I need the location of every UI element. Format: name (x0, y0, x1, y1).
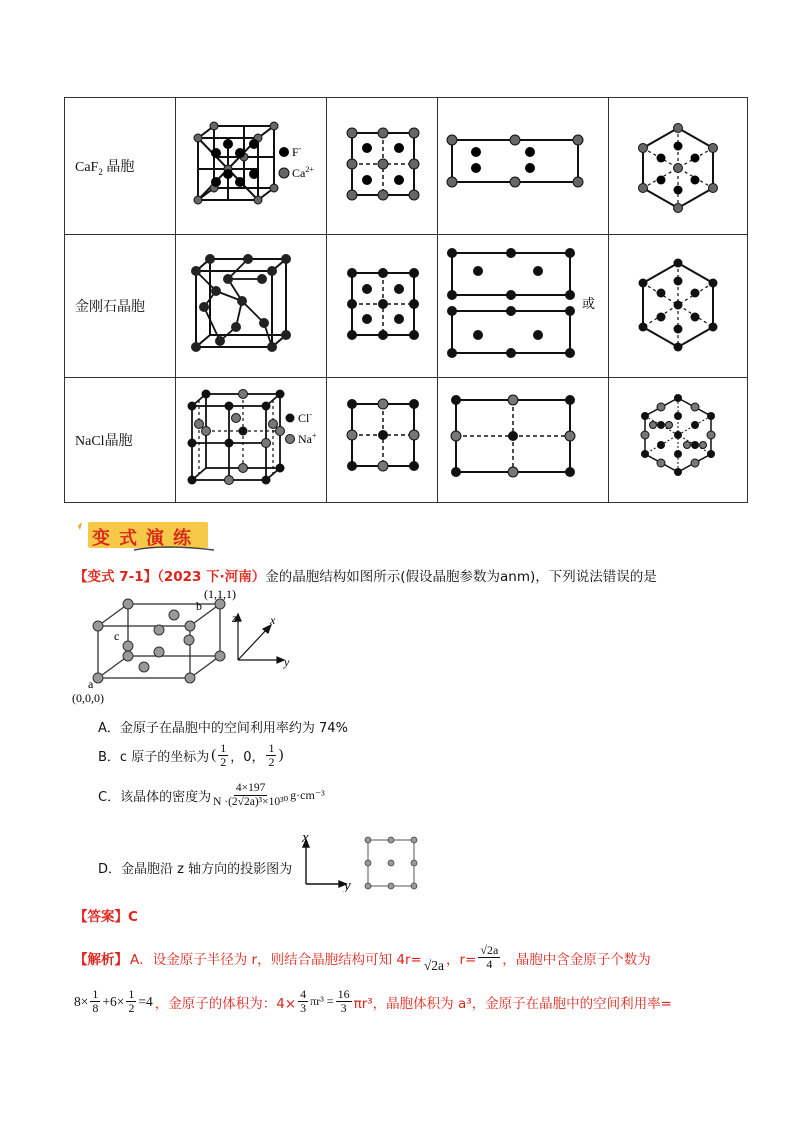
section-title: 变式演练 (92, 528, 200, 549)
analysis-text-2: ，r= (445, 951, 477, 968)
caf2-square-diagram (327, 98, 437, 230)
label-rest: 晶胞 (104, 434, 133, 449)
nacl-cell-3d (176, 378, 327, 503)
analysis-text-3: ，晶胞中含金原子个数为 (502, 951, 651, 968)
diamond-projection-square (327, 235, 438, 378)
caf2-projection-rect (438, 98, 609, 235)
option-c (98, 782, 325, 808)
ca-ion-legend-dot (279, 168, 289, 178)
caf2-cell-3d (176, 98, 327, 235)
nacl-square-diagram (327, 378, 437, 498)
analysis-line-2 (74, 988, 672, 1015)
frac-num: 1 (92, 987, 99, 1001)
crystal-cell-table (64, 97, 748, 503)
analysis-text-4: ，金原子的体积为：4× (154, 995, 297, 1012)
question-source: （2023 下·河南） (157, 569, 266, 585)
caf2-hex-diagram (609, 98, 747, 230)
question-tag: 【变式 7-1】 (74, 569, 158, 585)
frac-den: 2 (128, 1001, 135, 1016)
nacl-rect-diagram (438, 378, 608, 498)
axis-z-label: z (232, 611, 237, 625)
expr-frac-4 (336, 988, 352, 1015)
nacl-projection-square (327, 378, 438, 503)
nacl-projection-rect (438, 378, 609, 503)
option-b-text: B．c 原子的坐标为 (98, 750, 210, 766)
frac-den-text: N ·(2√2a)³×10³⁰ (213, 795, 289, 808)
projection-axis-x: x (302, 832, 309, 846)
diamond-square-diagram (327, 235, 437, 373)
expr-frac-2 (126, 988, 136, 1015)
b-coord-label: (1,1,1) (204, 588, 236, 601)
label-text: CaF (75, 159, 99, 175)
caf2-cube-diagram (176, 98, 326, 230)
option-b-mid: ，0， (230, 750, 265, 766)
projection-axis-y: y (344, 878, 351, 892)
frac-num: 1 (220, 741, 227, 755)
or-text: 或 (582, 297, 596, 312)
f-ion-label: F- (292, 144, 302, 159)
diamond-rect-diagram (438, 235, 608, 373)
row-label-diamond (65, 235, 176, 378)
expr-part-4: πr³ = (310, 994, 334, 1009)
frac-num: 4×197 (235, 782, 266, 794)
nacl-projection-hexagon (609, 378, 748, 503)
c-label: c (114, 629, 120, 643)
answer-value: C (128, 909, 138, 925)
analysis-text-5: πr³，晶胞体积为 a³，金原子在晶胞中的空间利用率= (353, 995, 672, 1012)
frac-den: 4 (486, 957, 493, 972)
frac-num: 4 (300, 987, 307, 1001)
expr-frac-1 (90, 988, 100, 1015)
analysis-text: A．设金原子半径为 r，则结合晶胞结构可知 4r= (130, 951, 422, 968)
diamond-cell-3d (176, 235, 327, 378)
option-c-text: C．该晶体的密度为 (98, 789, 212, 805)
caf2-rect-diagram (438, 98, 608, 230)
label-sub: 2 (98, 166, 103, 177)
diamond-hex-diagram (609, 235, 747, 373)
na-ion-legend-dot (286, 435, 295, 444)
na-ion-label: Na+ (298, 431, 317, 446)
option-d-figure (298, 832, 428, 896)
option-d: D．金晶胞沿 z 轴方向的投影图为 (98, 862, 293, 877)
table-row (65, 378, 748, 503)
gold-cell-figure (66, 588, 306, 712)
label-text: 金刚石晶胞 (75, 300, 145, 315)
caf2-projection-hexagon (609, 98, 748, 235)
b-label: b (196, 599, 202, 613)
a-coord-label: (0,0,0) (72, 691, 104, 705)
section-banner (74, 514, 234, 560)
table-row (65, 98, 748, 235)
frac-den: 3 (340, 1001, 347, 1016)
frac-den: 8 (92, 1001, 99, 1016)
frac-den (213, 796, 288, 809)
label-text: NaCl (75, 434, 105, 449)
analysis-sqrt: √2a (423, 957, 444, 973)
cl-ion-label: Cl- (298, 410, 313, 425)
frac-num: 16 (337, 987, 350, 1001)
caf2-projection-square (327, 98, 438, 235)
analysis-radius-frac (478, 944, 500, 971)
option-b-frac-2 (266, 742, 276, 769)
frac-den: 3 (300, 1001, 307, 1016)
banner-leaf-icon (78, 522, 82, 530)
question-text: 金的晶胞结构如图所示(假设晶胞参数为anm)，下列说法错误的是 (265, 569, 657, 585)
option-a: A．金原子在晶胞中的空间利用率约为 74% (98, 721, 348, 736)
expr-frac-3 (298, 988, 308, 1015)
table-row (65, 235, 748, 378)
frac-den: 2 (268, 755, 275, 770)
projection-axes-icon (303, 840, 346, 887)
frac-den: 2 (220, 755, 227, 770)
analysis-line-1 (74, 944, 651, 971)
ca-ion-label: $Ca^{2+}$ (292, 165, 314, 180)
diamond-projection-rects (438, 235, 609, 378)
row-label-caf2 (65, 98, 176, 235)
expr-part-2: +6× (102, 993, 125, 1009)
expr-part-3: =4 (138, 993, 153, 1009)
answer-line (74, 905, 138, 925)
option-b (98, 742, 283, 769)
cl-ion-legend-dot (286, 414, 295, 423)
gold-cube-diagram (66, 588, 306, 708)
frac-num: √2a (480, 943, 499, 957)
option-b-frac-1 (218, 742, 228, 769)
expr-part: 8× (74, 993, 89, 1009)
answer-tag: 【答案】 (74, 909, 128, 925)
diamond-cube-diagram (176, 235, 326, 373)
nacl-cube-diagram (176, 378, 326, 498)
nacl-hex-diagram (609, 378, 747, 498)
option-c-density-frac (213, 782, 288, 808)
option-b-paren-close: ) (278, 747, 284, 764)
option-c-unit: g·cm⁻³ (290, 787, 325, 802)
axis-y-label: y (284, 655, 290, 669)
diamond-projection-hexagon (609, 235, 748, 378)
frac-num: 1 (268, 741, 275, 755)
label-rest: 晶胞 (102, 159, 135, 175)
row-label-nacl (65, 378, 176, 503)
analysis-tag: 【解析】 (74, 951, 128, 968)
f-ion-legend-dot (279, 147, 289, 157)
a-label: a (88, 677, 94, 691)
projection-diagram (298, 832, 428, 892)
option-b-paren: ( (211, 747, 217, 764)
question-stem (74, 565, 657, 585)
frac-num: 1 (128, 987, 135, 1001)
axes-icon (235, 614, 284, 663)
axis-x-label: x (270, 613, 276, 627)
